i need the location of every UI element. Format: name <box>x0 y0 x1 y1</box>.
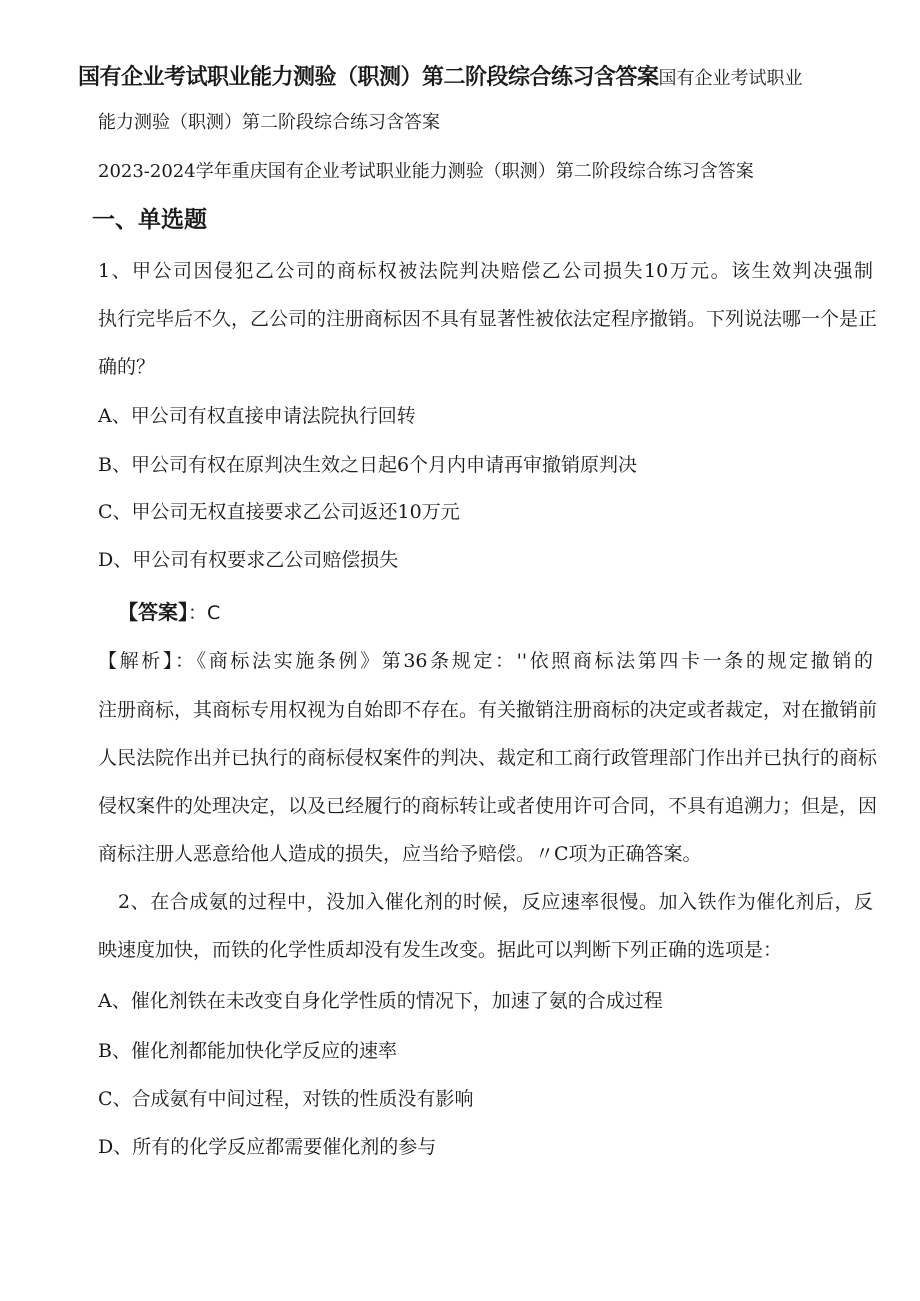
analysis-text: ：《商标法实施条例》第36条规定：''依照商标法第四卡一条的规定撤销的 <box>175 650 873 672</box>
subtitle: 2023-2024学年重庆国有企业考试职业能力测验（职测）第二阶段综合练习含答案 <box>98 161 754 182</box>
q2-option-d: D、所有的化学反应都需要催化剂的参与 <box>98 1136 437 1158</box>
q1-analysis-line-5: 商标注册人恶意给他人造成的损失，应当给予赔偿。〃C项为正确答案。 <box>98 843 702 865</box>
title-tail-text: 国有企业考试职业 <box>658 68 803 89</box>
q1-option-d: D、甲公司有权要求乙公司赔偿损失 <box>98 549 399 571</box>
q1-option-c: C、甲公司无权直接要求乙公司返还10万元 <box>98 501 460 523</box>
q1-analysis-line-3: 人民法院作出并已执行的商标侵权案件的判决、裁定和工商行政管理部门作出并已执行的商标 <box>98 747 878 769</box>
section-heading: 一、单选题 <box>92 207 207 233</box>
q1-option-b: B、甲公司有权在原判决生效之日起6个月内申请再审撤销原判决 <box>98 454 638 476</box>
q2-option-b: B、催化剂都能加快化学反应的速率 <box>98 1040 397 1062</box>
q1-analysis-line-4: 侵权案件的处理决定，以及已经履行的商标转让或者使用许可合同，不具有追溯力；但是，因 <box>98 795 878 817</box>
q2-stem-line-1: 2、在合成氨的过程中，没加入催化剂的时候，反应速率很慢。加入铁作为催化剂后，反 <box>118 891 873 913</box>
q1-analysis-line-2: 注册商标，其商标专用权视为自始即不存在。有关撤销注册商标的决定或者裁定，对在撤销前 <box>98 699 878 721</box>
answer-value: ：C <box>188 602 221 624</box>
q1-stem-line-1: 1、甲公司因侵犯乙公司的商标权被法院判决赔偿乙公司损失10万元。该生效判决强制 <box>98 260 873 282</box>
q1-analysis-line-1 <box>98 648 873 674</box>
q2-option-a: A、催化剂铁在未改变自身化学性质的情况下，加速了氨的合成过程 <box>98 990 663 1012</box>
q1-answer <box>118 599 220 626</box>
analysis-label: 【解析】 <box>98 650 175 672</box>
q1-option-a: A、甲公司有权直接申请法院执行回转 <box>98 405 416 427</box>
title-bold-text: 国有企业考试职业能力测验（职测）第二阶段综合练习含答案 <box>78 65 659 90</box>
answer-label: 【答案】 <box>118 600 188 624</box>
q1-stem-line-2: 执行完毕后不久，乙公司的注册商标因不具有显著性被依法定程序撤销。下列说法哪一个是正 <box>98 308 878 330</box>
document-title <box>78 63 803 94</box>
title-continuation: 能力测验（职测）第二阶段综合练习含答案 <box>98 112 440 133</box>
q2-option-c: C、合成氨有中间过程，对铁的性质没有影响 <box>98 1088 474 1110</box>
q1-stem-line-3: 确的？ <box>98 356 156 378</box>
q2-stem-line-2: 映速度加快，而铁的化学性质却没有发生改变。据此可以判断下列正确的选项是： <box>98 939 783 961</box>
